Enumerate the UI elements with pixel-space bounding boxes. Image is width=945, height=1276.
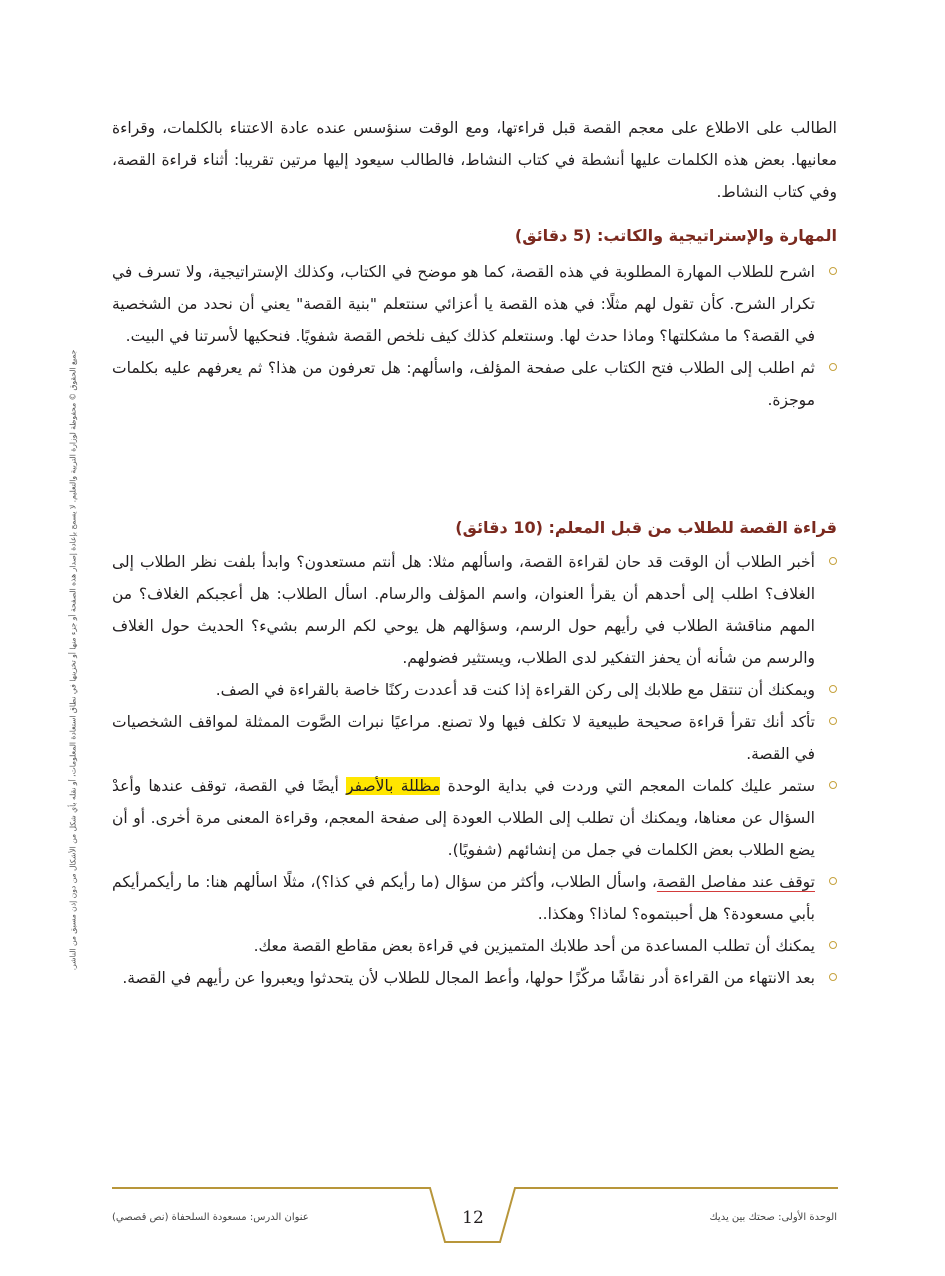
section2-heading: قراءة القصة للطلاب من قبل المعلم: (10 دقائق) (455, 518, 837, 537)
circle-bullet-icon (829, 717, 837, 725)
list-item-text: بعد الانتهاء من القراءة أدر نقاشًا مركّزًا حولها، وأعط المجال للطلاب لأن يتحدثوا ويعبروا عن رأيهم في القصة. (122, 969, 815, 987)
list-item (112, 352, 837, 416)
circle-bullet-icon (829, 363, 837, 371)
footer-unit-title: الوحدة الأولى: صحتك بين يديك (709, 1212, 837, 1223)
list-item (112, 706, 837, 770)
footer-lesson-title: عنوان الدرس: مسعودة السلحفاة (نص قصصي) (112, 1212, 309, 1223)
section2-list (112, 546, 837, 994)
page-number: 12 (462, 1208, 484, 1228)
circle-bullet-icon (829, 267, 837, 275)
circle-bullet-icon (829, 781, 837, 789)
circle-bullet-icon (829, 877, 837, 885)
list-item (112, 866, 837, 930)
circle-bullet-icon (829, 557, 837, 565)
list-item (112, 770, 837, 866)
list-item (112, 962, 837, 994)
intro-paragraph: الطالب على الاطلاع على معجم القصة قبل قراءتها، ومع الوقت سنؤسس عنده عادة الاعتناء بالكلمات، وقراءة معانيها. بعض هذه الكلمات عليها أنشطة في كتاب النشاط، فالطالب سيعود إليها مرتين تقريبا: أثناء قراءة القصة، وفي كتاب النشاط. (112, 119, 837, 201)
list-item-text-end: أيضًا في القصة، توقف عندها وأعدْ السؤال عن معناها، ويمكنك أن تطلب إلى الطلاب العودة إلى صفحة المعجم، وقراءة المعنى مرة أخرى. أو أن يضع الطلاب بعض الكلمات في جمل من إنشائهم (شفويًا). (112, 777, 815, 859)
copyright-text: جميع الحقوق © محفوظة لوزارة التربية والتعليم. لا يسمح بإعادة إصدار هذه الصفحة أو جزء منها أو تخزينها في نطاق استعادة المعلومات، أو نقله بأي شكل من الأشكال من دون إذن مسبق من الناشر. (68, 349, 78, 971)
list-item (112, 674, 837, 706)
underlined-phrase: توقف عند مفاصل القصة (656, 873, 815, 891)
list-item-text-start: ستمر عليك كلمات المعجم التي وردت في بداية الوحدة (440, 777, 815, 795)
list-item-text: أخبر الطلاب أن الوقت قد حان لقراءة القصة، واسألهم مثلا: هل أنتم مستعدون؟ وابدأ بلفت نظر الطلاب إلى الغلاف؟ اطلب إلى أحدهم أن يقرأ العنوان، واسم المؤلف والرسام. اسأل الطلاب: هل أعجبكم الغلاف؟ من المهم مناقشة الطلاب في رأيهم حول الرسم، وسؤالهم هل يوحي لكم الرسم بشيء؟ الحديث حول الغلاف والرسم من شأنه أن يحفز التفكير لدى الطلاب، ويستثير فضولهم. (112, 553, 815, 667)
list-item-text-end: ، واسأل الطلاب، وأكثر من سؤال (ما رأيكم في كذا؟)، مثلًا اسألهم هنا: ما رأيكمرأيكم بأبي مسعودة؟ هل أحببتموه؟ لماذا؟ وهكذا.. (112, 873, 815, 923)
section1-heading: المهارة والإستراتيجية والكاتب: (5 دقائق) (514, 226, 837, 245)
section1-list (112, 256, 837, 416)
list-item-text: ثم اطلب إلى الطلاب فتح الكتاب على صفحة المؤلف، واسألهم: هل تعرفون من هذا؟ ثم يعرفهم عليه بكلمات موجزة. (112, 359, 815, 409)
list-item-text: اشرح للطلاب المهارة المطلوبة في هذه القصة، كما هو موضح في الكتاب، وكذلك الإستراتيجية، ولا تسرف في تكرار الشرح. كأن تقول لهم مثلًا: في هذه القصة يا أعزائي سنتعلم "بنية القصة" يعني أن نحدد من الشخصية في القصة؟ ما مشكلتها؟ وماذا حدث لها. وسنتعلم كذلك كيف نلخص القصة شفويًا. فنحكيها لأسرتنا في البيت. (112, 263, 815, 345)
list-item (112, 930, 837, 962)
list-item-text: يمكنك أن تطلب المساعدة من أحد طلابك المتميزين في قراءة بعض مقاطع القصة معك. (253, 937, 815, 955)
copyright-side-note (66, 300, 80, 1020)
circle-bullet-icon (829, 941, 837, 949)
circle-bullet-icon (829, 685, 837, 693)
list-item (112, 256, 837, 352)
list-item (112, 546, 837, 674)
circle-bullet-icon (829, 973, 837, 981)
list-item-text: تأكد أنك تقرأ قراءة صحيحة طبيعية لا تكلف فيها ولا تصنع. مراعيًا نبرات الصَّوت الممثلة لمواقف الشخصيات في القصة. (112, 713, 815, 763)
list-item-text: ويمكنك أن تنتقل مع طلابك إلى ركن القراءة إذا كنت قد أعددت ركنًا خاصة بالقراءة في الصف. (215, 681, 815, 699)
highlighted-phrase: مظللة بالأصفر (346, 777, 441, 795)
